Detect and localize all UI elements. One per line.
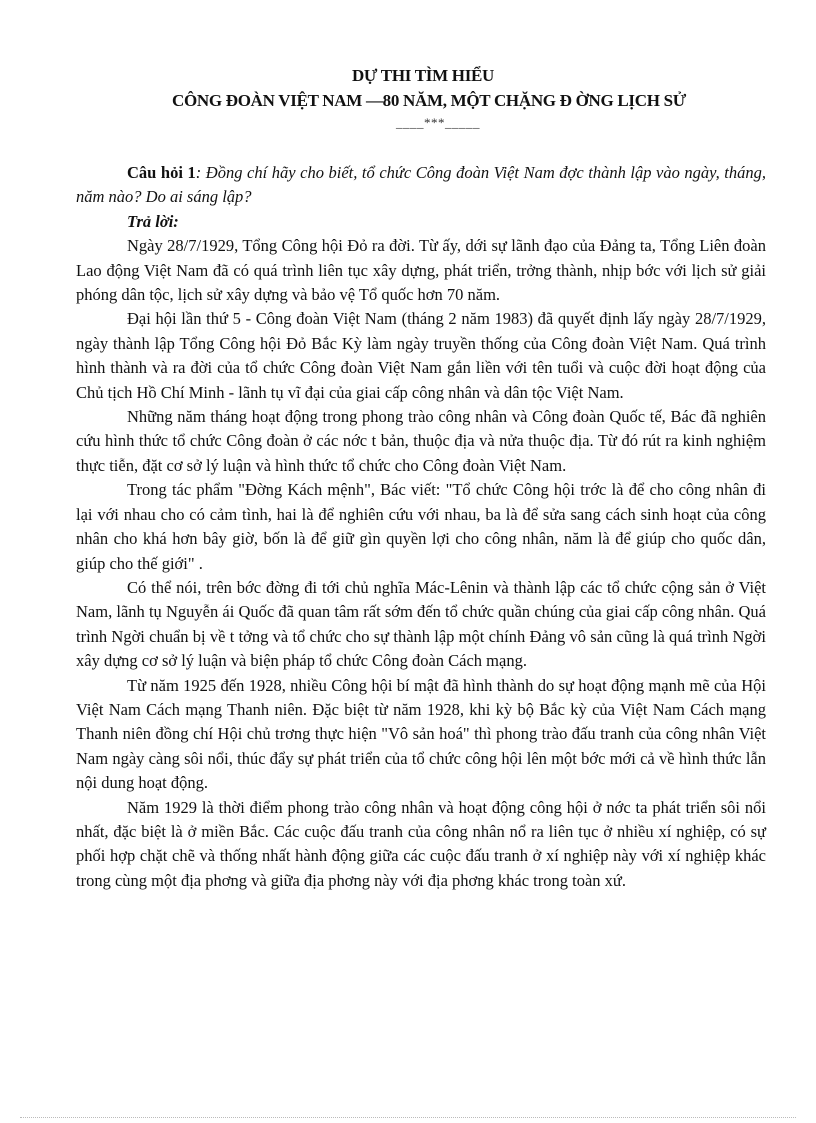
answer-label-paragraph: [76, 210, 766, 234]
page-bottom-divider: [20, 1117, 796, 1118]
answer-paragraph-2: Đại hội lần thứ 5 - Công đoàn Việt Nam (tháng 2 năm 1983) đã quyết định lấy ngày 28/7/1929, ngày thành lập Tổng Công hội Đỏ Bắc Kỳ làm ngày truyền thống của Công đoàn Việt Nam. Quá trình hình thành và ra đời của tổ chức Công đoàn Việt Nam gắn liền với tên tuổi và cuộc đời hoạt động của Chủ tịch Hồ Chí Minh - lãnh tụ vĩ đại của giai cấp công nhân và dân tộc Việt Nam.: [76, 309, 766, 402]
title-separator: ____***_____: [396, 115, 480, 130]
title-line-1: DỰ THI TÌM HIỂU: [351, 66, 495, 85]
answer-paragraph-7: Năm 1929 là thời điểm phong trào công nhân và hoạt động công hội ở nớc ta phát triển sôi nổi nhất, đặc biệt là ở miền Bắc. Các cuộc đấu tranh của công nhân nổ ra liên tục ở nhiều xí nghiệp, có sự phối hợp chặt chẽ và thống nhất hành động giữa các cuộc đấu tranh ở xí nghiệp này với xí nghiệp khác trong cùng một địa phơng và giữa địa phơng này với địa phơng khác trong toàn xứ.: [76, 797, 766, 890]
question-text: : Đồng chí hãy cho biết, tổ chức Công đoàn Việt Nam đợc thành lập vào ngày, tháng, năm nào? Do ai sáng lập?: [76, 163, 766, 207]
answer-paragraph-1: Ngày 28/7/1929, Tổng Công hội Đỏ ra đời. Từ ấy, dới sự lãnh đạo của Đảng ta, Tổng Liên đoàn Lao động Việt Nam đã có quá trình liên tục xây dựng, phát triển, trởng thành, nhịp bớc với lịch sử giải phóng dân tộc, lịch sử xây dựng và bảo vệ Tổ quốc hơn 70 năm.: [76, 236, 766, 305]
question-paragraph: [76, 161, 766, 210]
document-body: [76, 161, 766, 893]
answer-paragraph-6: Từ năm 1925 đến 1928, nhiều Công hội bí mật đã hình thành do sự hoạt động mạnh mẽ của Hội Việt Nam Cách mạng Thanh niên. Đặc biệt từ năm 1928, khi kỳ bộ Bắc kỳ của Việt Nam Cách mạng Thanh niên đồng chí Hội chủ trơng thực hiện "Vô sản hoá" thì phong trào đấu tranh của công nhân Việt Nam ngày càng sôi nổi, thúc đẩy sự phát triển của tổ chức công hội lên một bớc mới cả về hình thức lẫn nội dung hoạt động.: [76, 675, 766, 793]
answer-label: Trả lời:: [127, 211, 179, 231]
answer-paragraph-5: Có thể nói, trên bớc đờng đi tới chủ nghĩa Mác-Lênin và thành lập các tổ chức cộng sản ở Việt Nam, lãnh tụ Nguyễn ái Quốc đã quan tâm rất sớm đến tổ chức quần chúng của giai cấp công nhân. Quá trình Ngời chuẩn bị về t tởng và tổ chức cho sự thành lập một chính Đảng vô sản cũng là quá trình Ngời xây dựng cơ sở lý luận và biện pháp tổ chức Công đoàn Cách mạng.: [76, 577, 766, 671]
answer-paragraph-4: Trong tác phẩm "Đờng Kách mệnh", Bác viết: "Tổ chức Công hội trớc là để cho công nhân đi lại với nhau cho có cảm tình, hai là để nghiên cứu với nhau, ba là để sửa sang cách sinh hoạt của công nhân cho khá hơn bây giờ, bốn là để giữ gìn quyền lợi cho công nhân, năm là để giúp cho quốc dân, giúp cho thế giới" .: [76, 480, 766, 573]
question-label: Câu hỏi 1: [127, 163, 196, 182]
answer-paragraph-3: Những năm tháng hoạt động trong phong trào công nhân và Công đoàn Quốc tế, Bác đã nghiên cứu hình thức tổ chức Công đoàn ở các nớc t bản, thuộc địa và nửa thuộc địa. Từ đó rút ra kinh nghiệm thực tiễn, đặt cơ sở lý luận và hình thức tổ chức cho Công đoàn Việt Nam.: [76, 407, 766, 475]
title-line-2: CÔNG ĐOÀN VIỆT NAM —80 NĂM, MỘT CHẶNG Đ ỜNG LỊCH SỬ: [172, 91, 686, 110]
